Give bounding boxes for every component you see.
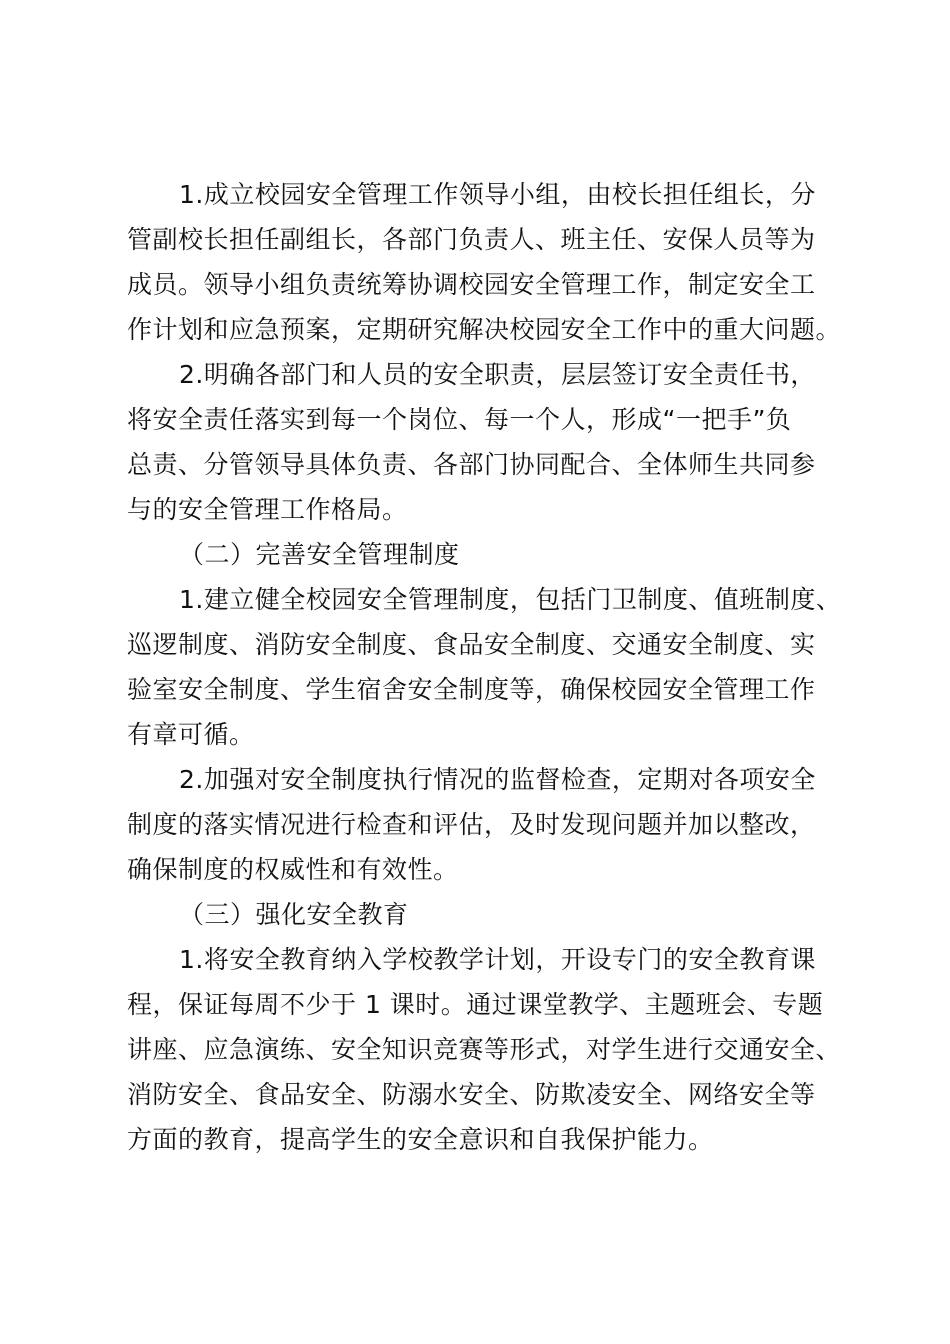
paragraph-line: 有章可循。 (127, 720, 255, 749)
paragraph-line: 作计划和应急预案，定期研究解决校园安全工作中的重大问题。 (127, 315, 842, 344)
paragraph-line: 消防安全、食品安全、防溺水安全、防欺凌安全、网络安全等 (127, 1080, 816, 1109)
paragraph-line: 巡逻制度、消防安全制度、食品安全制度、交通安全制度、实 (127, 630, 816, 659)
section-heading: （三）强化安全教育 (179, 900, 409, 929)
paragraph-line: 方面的教育，提高学生的安全意识和自我保护能力。 (127, 1125, 714, 1154)
paragraph-line: 1.将安全教育纳入学校教学计划，开设专门的安全教育课 (179, 945, 816, 974)
paragraph-line: 制度的落实情况进行检查和评估，及时发现问题并加以整改， (127, 810, 816, 839)
section-heading: （二）完善安全管理制度 (179, 540, 460, 569)
paragraph-line: 2.加强对安全制度执行情况的监督检查，定期对各项安全 (179, 765, 816, 794)
paragraph-line: 管副校长担任副组长，各部门负责人、班主任、安保人员等为 (127, 225, 816, 254)
paragraph-line: 1.建立健全校园安全管理制度，包括门卫制度、值班制度、 (179, 585, 842, 614)
paragraph-line: 讲座、应急演练、安全知识竞赛等形式，对学生进行交通安全、 (127, 1035, 842, 1064)
paragraph-line: 成员。领导小组负责统筹协调校园安全管理工作，制定安全工 (127, 270, 816, 299)
paragraph-line: 1.成立校园安全管理工作领导小组，由校长担任组长，分 (179, 180, 816, 209)
paragraph-line: 验室安全制度、学生宿舍安全制度等，确保校园安全管理工作 (127, 675, 816, 704)
paragraph-line: 与的安全管理工作格局。 (127, 495, 408, 524)
paragraph-line: 总责、分管领导具体负责、各部门协同配合、全体师生共同参 (127, 450, 816, 479)
paragraph-line: 将安全责任落实到每一个岗位、每一个人，形成“一把手”负 (127, 405, 792, 434)
paragraph-line: 2.明确各部门和人员的安全职责，层层签订安全责任书， (179, 360, 816, 389)
paragraph-line: 确保制度的权威性和有效性。 (127, 855, 459, 884)
paragraph-line: 程，保证每周不少于 1 课时。通过课堂教学、主题班会、专题 (127, 990, 824, 1019)
